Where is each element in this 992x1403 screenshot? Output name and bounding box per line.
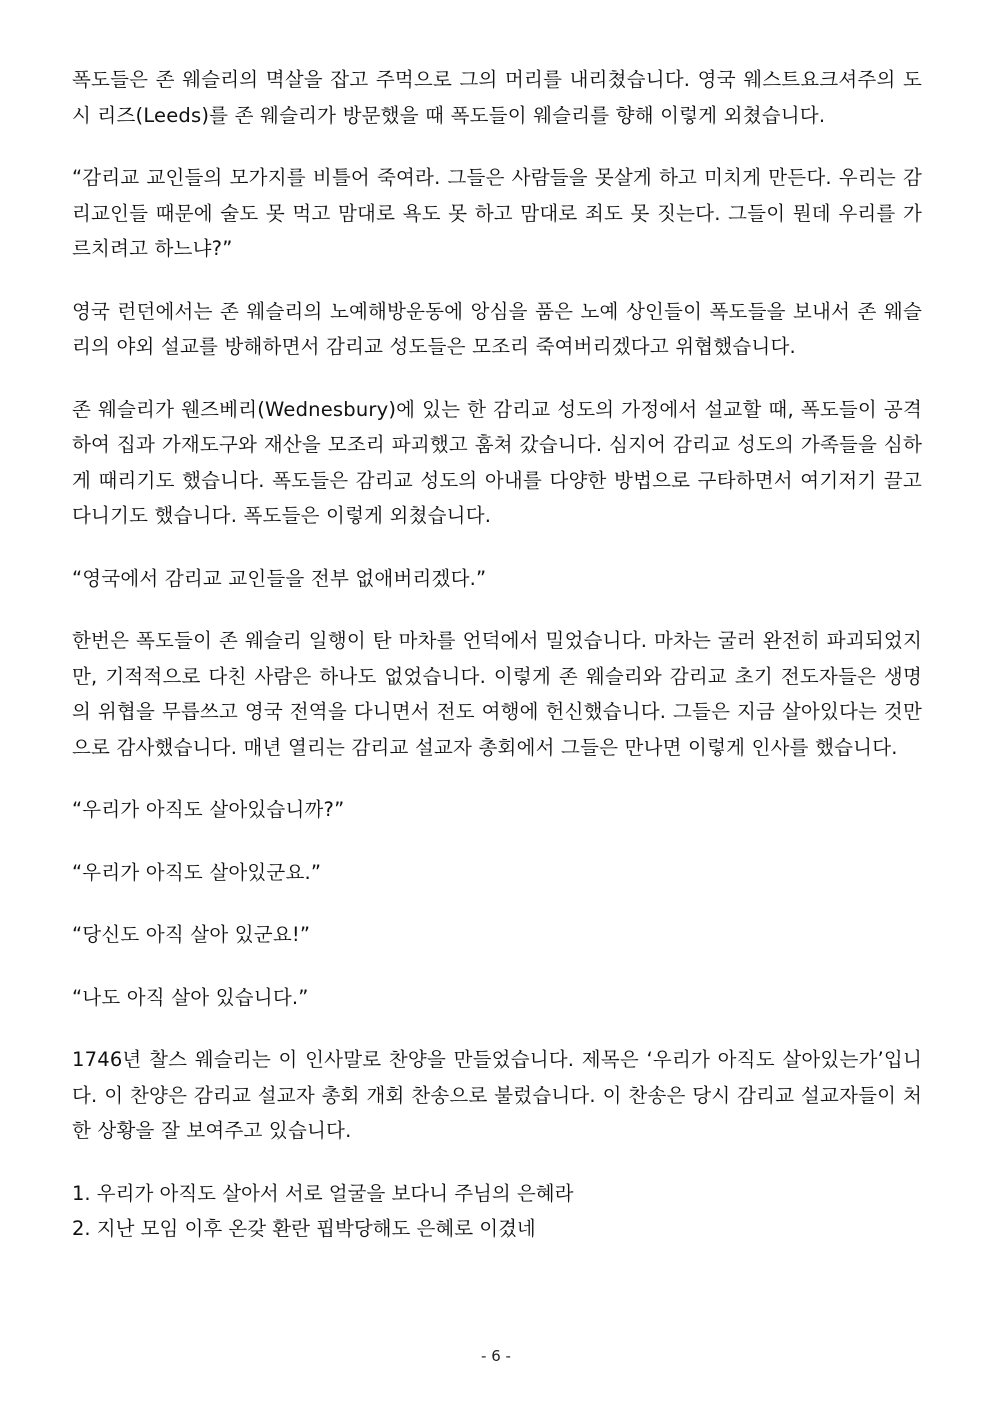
paragraph-hymn-origin: 1746년 찰스 웨슬리는 이 인사말로 찬양을 만들었습니다. 제목은 ‘우리가 아직도 살아있는가’입니다. 이 찬양은 감리교 설교자 총회 개회 찬송으로 불렀습니다. 이 찬송은 당시 감리교 설교자들이 처한 상황을 잘 보여주고 있습니다. — [72, 1048, 922, 1142]
paragraph-wednesbury: 존 웨슬리가 웬즈베리(Wednesbury)에 있는 한 감리교 성도의 가정에서 설교할 때, 폭도들이 공격하여 집과 가재도구와 재산을 모조리 파괴했고 훔쳐 갔습니다. 심지어 감리교 성도의 가족들을 심하게 때리기도 했습니다. 폭도들은 감리교 성도의 아내를 다양한 방법으로 구타하면서 여기저기 끌고 다니기도 했습니다. 폭도들은 이렇게 외쳤습니다. — [72, 397, 922, 527]
paragraph-london-threat: 영국 런던에서는 존 웨슬리의 노예해방운동에 앙심을 품은 노예 상인들이 폭도들을 보내서 존 웨슬리의 야외 설교를 방해하면서 감리교 성도들은 모조리 죽여버리겠다고 위협했습니다. — [72, 299, 922, 358]
hymn-verse-list — [72, 1176, 922, 1247]
paragraph-mob-quote: “감리교 교인들의 모가지를 비틀어 죽여라. 그들은 사람들을 못살게 하고 미치게 만든다. 우리는 감리교인들 때문에 술도 못 먹고 맘대로 욕도 못 하고 맘대로 죄도 못 짓는다. 그들이 뭔데 우리를 가르치려고 하느냐?” — [72, 166, 922, 260]
greeting-line-3: “당신도 아직 살아 있군요!” — [72, 923, 311, 946]
greeting-line-4: “나도 아직 살아 있습니다.” — [72, 985, 309, 1009]
paragraph-carriage: 한번은 폭도들이 존 웨슬리 일행이 탄 마차를 언덕에서 밀었습니다. 마차는 굴러 완전히 파괴되었지만, 기적적으로 다친 사람은 하나도 없었습니다. 이렇게 존 웨슬리와 감리교 초기 전도자들은 생명의 위협을 무릅쓰고 영국 전역을 다니면서 전도 여행에 헌신했습니다. 그들은 지금 살아있다는 것만으로 감사했습니다. 매년 열리는 감리교 설교자 총회에서 그들은 만나면 이렇게 인사를 했습니다. — [72, 629, 922, 759]
greeting-line-2: “우리가 아직도 살아있군요.” — [72, 860, 322, 884]
paragraph-mob-shout: “영국에서 감리교 교인들을 전부 없애버리겠다.” — [72, 566, 487, 590]
hymn-verse-1: 1. 우리가 아직도 살아서 서로 얼굴을 보다니 주님의 은혜라 — [72, 1181, 574, 1205]
paragraph-mob-attack: 폭도들은 존 웨슬리의 멱살을 잡고 주먹으로 그의 머리를 내리쳤습니다. 영국 웨스트요크셔주의 도시 리즈(Leeds)를 존 웨슬리가 방문했을 때 폭도들이 웨슬리를 향해 이렇게 외쳤습니다. — [72, 68, 922, 127]
page-number: - 6 - — [481, 1347, 511, 1365]
greeting-line-1: “우리가 아직도 살아있습니까?” — [72, 798, 345, 821]
hymn-verse-2: 2. 지난 모임 이후 온갖 환란 핍박당해도 은혜로 이겼네 — [72, 1217, 536, 1240]
